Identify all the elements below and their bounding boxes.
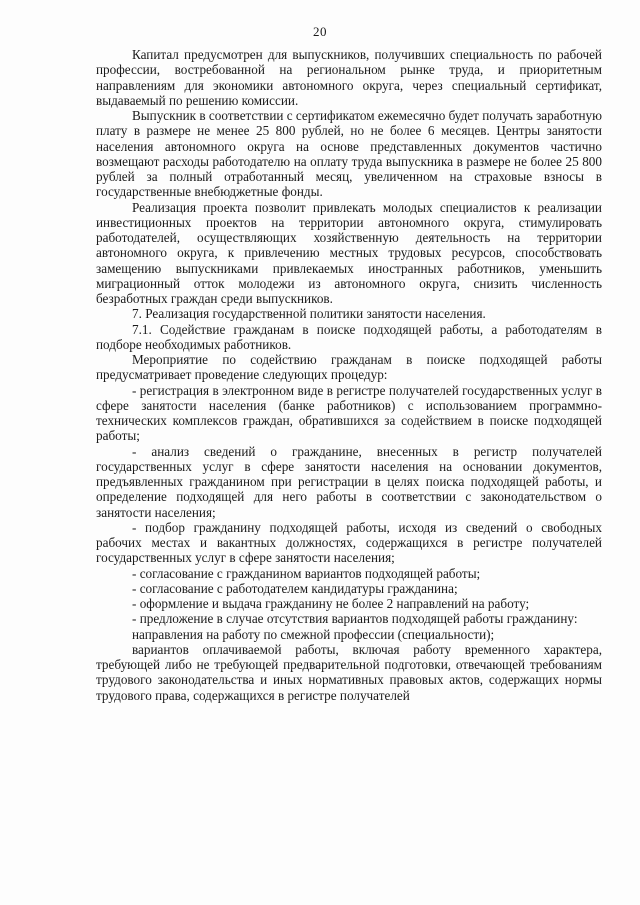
list-item-analysis: - анализ сведений о гражданине, внесенных в регистр получателей государственных услуг в сфере занятости населения на основании документов, предъявленных гражданином при регистрации в целях поиска подходящей работы, и определение подходящей для него работы в соответствии с законодательством о занятости населения; xyxy=(96,443,602,520)
list-item-employer-agreement: - согласование с работодателем кандидатуры гражданина; xyxy=(132,580,458,596)
paragraph-measure-intro: Мероприятие по содействию гражданам в поиске подходящей работы предусматривает проведение следующих процедур: xyxy=(96,352,602,383)
subsection-heading-7-1: 7.1. Содействие гражданам в поиске подходящей работы, а работодателям в подборе необходимых работников. xyxy=(96,321,602,352)
list-item-citizen-agreement: - согласование с гражданином вариантов подходящей работы; xyxy=(132,565,481,581)
page-number: 20 xyxy=(313,24,327,39)
section-heading-7: 7. Реализация государственной политики занятости населения. xyxy=(132,306,486,322)
sub-item-paid-work: вариантов оплачиваемой работы, включая работу временного характера, требующей либо не требующей предварительной подготовки, отвечающей требованиям трудового законодательства и иных нормативных правовых актов, содержащих нормы трудового права, содержащихся в регистре получателей xyxy=(96,641,602,703)
paragraph-graduate-salary: Выпускник в соответствии с сертификатом ежемесячно будет получать заработную плату в размере не менее 25 800 рублей, но не более 6 месяцев. Центры занятости населения автономного округа на основе представленных документов частично возмещают расходы работодателю на оплату труда выпускника в размере не более 25 800 рублей за полный отработанный месяц, увеличенном на страховые взносы в государственные внебюджетные фонды. xyxy=(96,108,602,200)
list-item-job-selection: - подбор гражданину подходящей работы, исходя из сведений о свободных рабочих местах и вакантных должностях, содержащихся в регистре получателей государственных услуг в сфере занятости населения; xyxy=(96,519,602,566)
list-item-referrals: - оформление и выдача гражданину не более 2 направлений на работу; xyxy=(132,596,530,611)
sub-item-related-profession: направления на работу по смежной профессии (специальности); xyxy=(132,626,495,642)
document-body xyxy=(96,47,602,703)
list-item-registration: - регистрация в электронном виде в регистре получателей государственных услуг в сфере занятости населения (банке работников) с использованием программно-технических комплексов граждан, обратившихся за содействием в поиске подходящей работы; xyxy=(96,382,602,444)
paragraph-capital: Капитал предусмотрен для выпускников, получивших специальность по рабочей профессии, востребованной на региональном рынке труда, и приоритетным направлениям для экономики автономного округа, через специальный сертификат, выдаваемый по решению комиссии. xyxy=(96,47,602,108)
paragraph-project-implementation: Реализация проекта позволит привлекать молодых специалистов к реализации инвестиционных проектов на территории автономного округа, стимулировать работодателей, осуществляющих хозяйственную деятельность на территории автономного округа, к привлечению местных трудовых ресурсов, способствовать замещению выпускниками привлекаемых иностранных работников, уменьшить миграционный отток молодежи из автономного округа, снизить численность безработных граждан среди выпускников. xyxy=(96,199,602,306)
list-item-offer: - предложение в случае отсутствия вариантов подходящей работы гражданину: xyxy=(132,611,578,627)
